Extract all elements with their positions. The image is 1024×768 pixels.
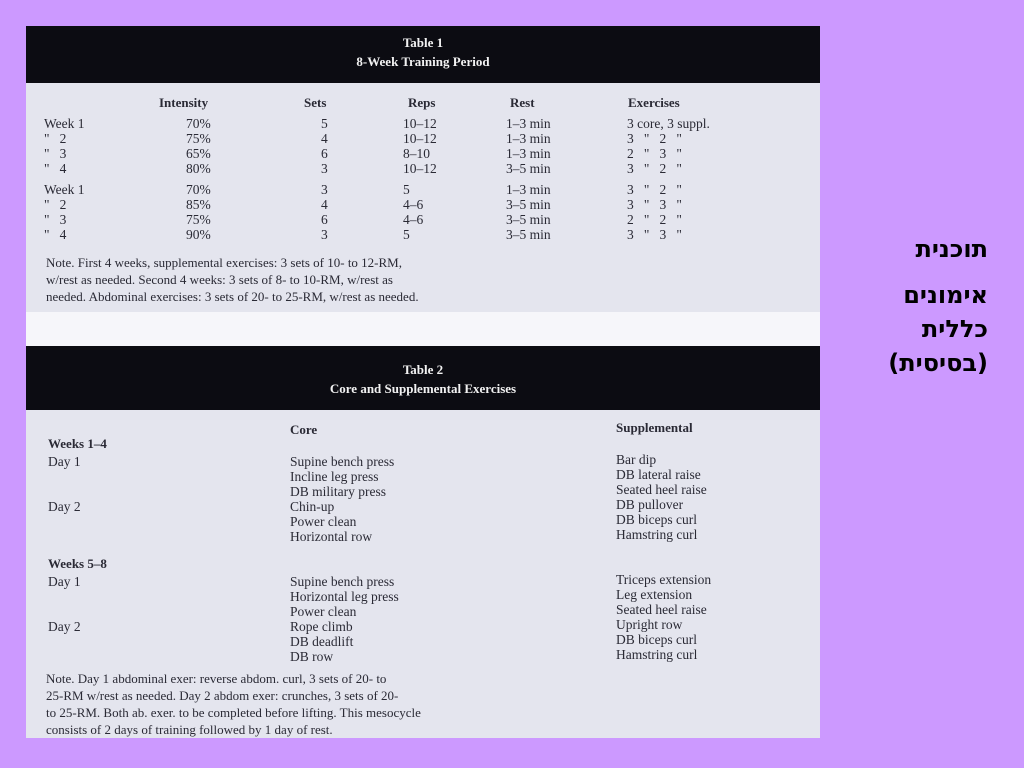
table-1-cell-rest: 3–5 min: [506, 197, 551, 212]
table-1-cell-reps: 8–10: [403, 146, 430, 161]
side-caption: [888, 232, 988, 380]
supplemental-exercise: Upright row: [616, 617, 683, 632]
core-exercise: Supine bench press: [290, 454, 395, 469]
table-1-cell-exercises: 3 " 3 ": [627, 197, 682, 212]
supplemental-exercise: DB biceps curl: [616, 512, 697, 527]
table-1-cell-reps: 10–12: [403, 161, 437, 176]
table-2-note: [46, 670, 421, 738]
table-1-subtitle: 8-Week Training Period: [356, 54, 490, 69]
table-1-cell-reps: 10–12: [403, 131, 437, 146]
table-2-note-line: consists of 2 days of training followed by 1 day of rest.: [46, 722, 333, 737]
table-1-cell-week: " 4: [44, 161, 67, 176]
supplemental-exercise: DB lateral raise: [616, 467, 701, 482]
supplemental-exercise: Hamstring curl: [616, 647, 698, 662]
table-1-cell-exercises: 3 core, 3 suppl.: [627, 116, 710, 131]
table-1-cell-intensity: 75%: [186, 212, 211, 227]
table-1-cell-intensity: 70%: [186, 182, 211, 197]
table-1-cell-exercises: 3 " 3 ": [627, 227, 682, 242]
side-caption-line: כללית: [921, 315, 988, 343]
table-1-cell-reps: 5: [403, 182, 410, 197]
table-1-cell-week: Week 1: [44, 182, 85, 197]
core-exercise: Horizontal leg press: [290, 589, 399, 604]
table-1-cell-rest: 1–3 min: [506, 182, 551, 197]
core-exercise: DB row: [290, 649, 334, 664]
table-1-cell-rest: 3–5 min: [506, 227, 551, 242]
side-caption-line: (בסיסית): [888, 349, 988, 377]
col-header-exercises: Exercises: [628, 95, 680, 110]
table-1-cell-week: " 4: [44, 227, 67, 242]
side-caption-line: אימונים: [903, 281, 988, 309]
table-1-cell-week: " 3: [44, 212, 67, 227]
day-label: Day 2: [48, 619, 81, 634]
phase-label: Weeks 1–4: [48, 436, 107, 451]
table-1-cell-week: Week 1: [44, 116, 85, 131]
table-2: [26, 346, 820, 738]
table-1-cell-sets: 6: [321, 212, 328, 227]
table-1-cell-rest: 3–5 min: [506, 212, 551, 227]
side-caption-line: תוכנית: [915, 235, 988, 263]
table-1-cell-sets: 4: [321, 131, 328, 146]
table-1-cell-sets: 4: [321, 197, 328, 212]
table-1-cell-reps: 10–12: [403, 116, 437, 131]
table-1-cell-exercises: 3 " 2 ": [627, 182, 682, 197]
table-1-cell-reps: 4–6: [403, 212, 424, 227]
table-1-note-line: Note. First 4 weeks, supplemental exercises: 3 sets of 10- to 12-RM,: [46, 255, 402, 270]
table-1-cell-sets: 6: [321, 146, 328, 161]
table-1-note: [46, 254, 419, 305]
table-2-title: Table 2: [402, 362, 444, 377]
table-1-note-line: needed. Abdominal exercises: 3 sets of 20- to 25-RM, w/rest as needed.: [46, 289, 419, 304]
table-1-cell-intensity: 75%: [186, 131, 211, 146]
col-header-supplemental: Supplemental: [616, 420, 693, 435]
table-1-cell-exercises: 3 " 2 ": [627, 131, 682, 146]
day-label: Day 1: [48, 454, 81, 469]
supplemental-exercise: DB pullover: [616, 497, 684, 512]
core-exercise: Supine bench press: [290, 574, 395, 589]
core-exercise: DB deadlift: [290, 634, 354, 649]
day-label: Day 1: [48, 574, 81, 589]
table-1-cell-week: " 3: [44, 146, 67, 161]
core-exercise: Horizontal row: [290, 529, 373, 544]
col-header-sets: Sets: [304, 95, 327, 110]
core-exercise: Power clean: [290, 604, 357, 619]
table-1-cell-week: " 2: [44, 131, 67, 146]
table-1-cell-rest: 3–5 min: [506, 161, 551, 176]
core-exercise: Rope climb: [290, 619, 353, 634]
table-2-note-line: to 25-RM. Both ab. exer. to be completed before lifting. This mesocycle: [46, 705, 421, 720]
table-1-cell-intensity: 85%: [186, 197, 211, 212]
table-1-note-line: w/rest as needed. Second 4 weeks: 3 sets of 8- to 10-RM, w/rest as: [46, 272, 393, 287]
core-exercise: Power clean: [290, 514, 357, 529]
table-1-cell-rest: 1–3 min: [506, 146, 551, 161]
col-header-intensity: Intensity: [159, 95, 209, 110]
table-1-cell-exercises: 2 " 3 ": [627, 146, 682, 161]
table-1-cell-rest: 1–3 min: [506, 131, 551, 146]
col-header-rest: Rest: [510, 95, 535, 110]
table-2-note-line: 25-RM w/rest as needed. Day 2 abdom exer: crunches, 3 sets of 20-: [46, 688, 399, 703]
table-1-cell-intensity: 90%: [186, 227, 211, 242]
col-header-reps: Reps: [408, 95, 436, 110]
table-gap: [26, 312, 820, 346]
supplemental-exercise: DB biceps curl: [616, 632, 697, 647]
supplemental-exercise: Triceps extension: [616, 572, 712, 587]
table-1-cell-rest: 1–3 min: [506, 116, 551, 131]
table-2-note-line: Note. Day 1 abdominal exer: reverse abdom. curl, 3 sets of 20- to: [46, 671, 387, 686]
table-1-cell-sets: 3: [321, 161, 328, 176]
phase-label: Weeks 5–8: [48, 556, 107, 571]
table-2-title-bar: [26, 346, 820, 410]
table-1-cell-sets: 3: [321, 227, 328, 242]
table-1-title: Table 1: [402, 35, 444, 50]
table-1-cell-intensity: 80%: [186, 161, 211, 176]
supplemental-exercise: Leg extension: [616, 587, 693, 602]
table-1-cell-exercises: 2 " 2 ": [627, 212, 682, 227]
table-1: [26, 26, 820, 312]
table-1-cell-week: " 2: [44, 197, 67, 212]
table-1-cell-intensity: 70%: [186, 116, 211, 131]
supplemental-exercise: Seated heel raise: [616, 482, 707, 497]
supplemental-exercise: Bar dip: [616, 452, 657, 467]
table-1-cell-reps: 4–6: [403, 197, 424, 212]
col-header-core: Core: [290, 422, 318, 437]
core-exercise: DB military press: [290, 484, 386, 499]
table-1-title-bar: [26, 26, 820, 83]
table-1-cell-sets: 3: [321, 182, 328, 197]
day-label: Day 2: [48, 499, 81, 514]
core-exercise: Chin-up: [290, 499, 335, 514]
supplemental-exercise: Hamstring curl: [616, 527, 698, 542]
table-1-cell-sets: 5: [321, 116, 328, 131]
table-1-cell-exercises: 3 " 2 ": [627, 161, 682, 176]
table-1-cell-intensity: 65%: [186, 146, 211, 161]
supplemental-exercise: Seated heel raise: [616, 602, 707, 617]
table-2-subtitle: Core and Supplemental Exercises: [329, 381, 517, 396]
table-1-cell-reps: 5: [403, 227, 410, 242]
core-exercise: Incline leg press: [290, 469, 379, 484]
